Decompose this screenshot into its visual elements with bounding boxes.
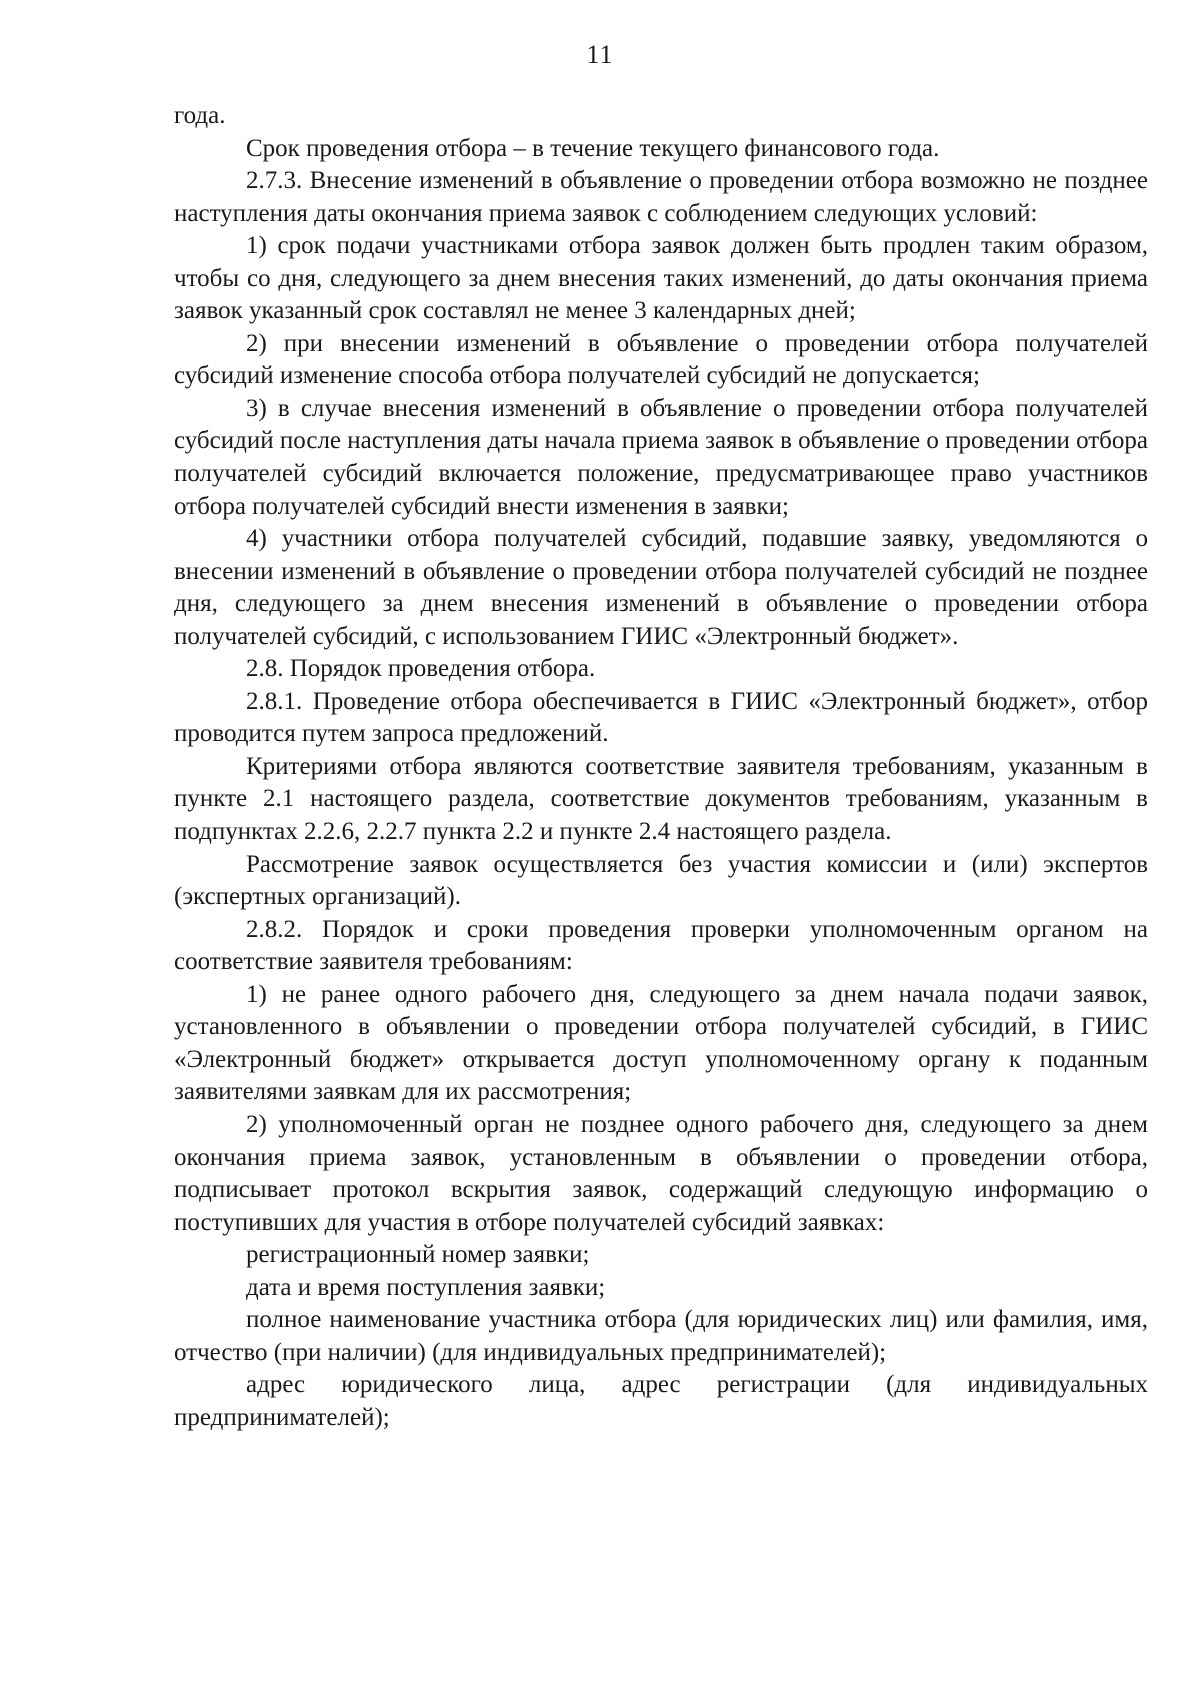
list-item: 1) срок подачи участниками отбора заявок должен быть продлен таким образом, чтобы со дня, следующего за днем внесения таких изменений, до даты окончания приема заявок указанный срок составлял не менее 3 календарных дней;	[174, 232, 1148, 325]
list-item: дата и время поступления заявки;	[246, 1273, 606, 1301]
paragraph: Критериями отбора являются соответствие заявителя требованиям, указанным в пункте 2.1 настоящего раздела, соответствие документов требованиям, указанным в подпунктах 2.2.6, 2.2.7 пункта 2.2 и пункте 2.4 настоящего раздела.	[174, 752, 1148, 846]
page-number: 11	[586, 40, 614, 69]
paragraph: Срок проведения отбора – в течение текущего финансового года.	[246, 134, 940, 162]
section-heading: 2.8. Порядок проведения отбора.	[246, 655, 596, 683]
list-item: 2) при внесении изменений в объявление о проведении отбора получателей субсидий изменение способа отбора получателей субсидий не допускается;	[174, 329, 1148, 390]
list-item: 4) участники отбора получателей субсидий, подавшие заявку, уведомляются о внесении изменений в объявление о проведении отбора получателей субсидий не позднее дня, следующего за днем внесения изменений в объявление о проведении отбора получателей субсидий, с использованием ГИИС «Электронный бюджет».	[174, 525, 1148, 650]
paragraph: 2.7.3. Внесение изменений в объявление о проведении отбора возможно не позднее наступления даты окончания приема заявок с соблюдением следующих условий:	[174, 167, 1148, 227]
paragraph: Рассмотрение заявок осуществляется без участия комиссии и (или) экспертов (экспертных организаций).	[174, 850, 1148, 911]
paragraph: года.	[174, 102, 226, 129]
list-item: адрес юридического лица, адрес регистрации (для индивидуальных предпринимателей);	[174, 1371, 1148, 1431]
list-item: 2) уполномоченный орган не позднее одного рабочего дня, следующего за днем окончания приема заявок, установленным в объявлении о проведении отбора, подписывает протокол вскрытия заявок, содержащий следующую информацию о поступивших для участия в отборе получателей субсидий заявках:	[174, 1110, 1148, 1236]
document-body	[174, 100, 1148, 1434]
paragraph: 2.8.2. Порядок и сроки проведения проверки уполномоченным органом на соответствие заявителя требованиям:	[174, 915, 1148, 976]
list-item: 3) в случае внесения изменений в объявление о проведении отбора получателей субсидий после наступления даты начала приема заявок в объявление о проведении отбора получателей субсидий включается положение, предусматривающее право участников отбора получателей субсидий внести изменения в заявки;	[174, 394, 1148, 520]
list-item: 1) не ранее одного рабочего дня, следующего за днем начала подачи заявок, установленного в объявлении о проведении отбора получателей субсидий, в ГИИС «Электронный бюджет» открывается доступ уполномоченному органу к поданным заявителями заявкам для их рассмотрения;	[174, 980, 1148, 1106]
list-item: регистрационный номер заявки;	[246, 1241, 590, 1269]
list-item: полное наименование участника отбора (для юридических лиц) или фамилия, имя, отчество (при наличии) (для индивидуальных предпринимателей);	[174, 1306, 1148, 1366]
paragraph: 2.8.1. Проведение отбора обеспечивается в ГИИС «Электронный бюджет», отбор проводится путем запроса предложений.	[174, 687, 1148, 748]
